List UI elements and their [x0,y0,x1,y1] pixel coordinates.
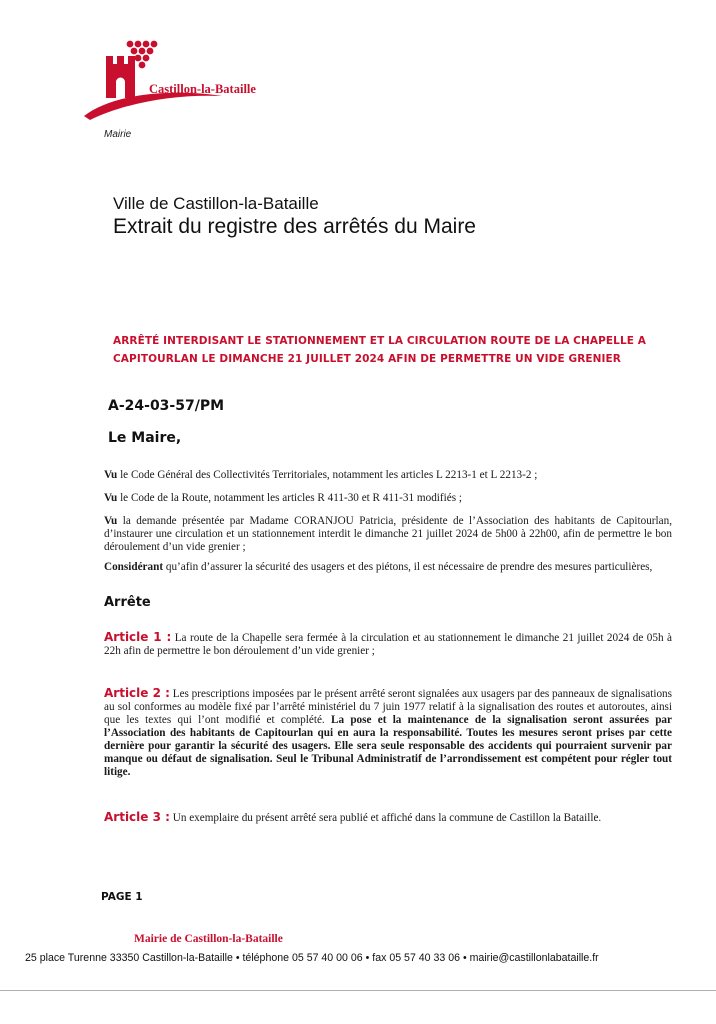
vu-lead: Vu [104,515,118,527]
logo-town-name: Castillon-la-Bataille [149,82,256,96]
article-1 [104,631,672,658]
considerant-lead: Considérant [104,561,164,573]
ville-heading: Ville de Castillon-la-Bataille [113,194,319,213]
considerant-paragraph [104,561,672,574]
vu-text: la demande présentée par Madame CORANJOU Patricia, présidente de l’Association des habitants de Capitourlan, d’instaurer une circulation et un stationnement interdit le dimanche 21 juillet 2024 de 5h00 à 22h00, afin de permettre le bon déroulement d’un vide grenier ; [104,515,672,553]
registre-heading: Extrait du registre des arrêtés du Maire [113,215,476,238]
vu-cgct-paragraph [104,469,672,482]
logo-subtitle: Mairie [104,129,132,140]
vu-lead: Vu [104,469,118,481]
article-2 [104,687,672,779]
vu-text: le Code Général des Collectivités Territoriales, notamment les articles L 2213-1 et L 2213-2 ; [117,469,538,481]
bottom-divider [0,990,716,991]
article-1-label: Article 1 : [104,630,172,644]
vu-text: le Code de la Route, notamment les articles R 411-30 et R 411-31 modifiés ; [117,492,462,504]
arrete-title: ARRÊTÉ INTERDISANT LE STATIONNEMENT ET LA CIRCULATION ROUTE DE LA CHAPELLE A CAPITOURLAN LE DIMANCHE 21 JUILLET 2024 AFIN DE PERMETTRE UN VIDE GRENIER [113,335,646,365]
considerant-text: qu’afin d’assurer la sécurité des usagers et des piétons, il est nécessaire de prendre des mesures particulières, [163,561,653,573]
vu-code-route-paragraph [104,492,672,505]
article-3-label: Article 3 : [104,810,170,824]
article-2-text: Les prescriptions imposées par le présent arrêté seront signalées aux usagers par des panneaux de signalisations au sol conformes au modèle fixé par l’arrêté ministériel du 7 juin 1977 relatif à la signalisation des routes et autoroutes, ainsi que les textes qui l’ont modifié et complété. [104,688,672,726]
arrete-reference: A-24-03-57/PM [108,398,225,414]
article-3-text: Un exemplaire du présent arrêté sera publié et affiché dans la commune de Castillon la Bataille. [169,812,602,824]
article-1-text: La route de la Chapelle sera fermée à la circulation et au stationnement le dimanche 21 juillet 2024 de 05h à 22h afin de permettre le bon déroulement d’un vide grenier ; [104,632,672,657]
page-number: PAGE 1 [101,891,143,903]
footer-address: 25 place Turenne 33350 Castillon-la-Bataille • téléphone 05 57 40 00 06 • fax 05 57 40 33 06 • mairie@castillonlabataille.fr [25,952,599,964]
footer-title: Mairie de Castillon-la-Bataille [134,933,283,945]
arrete-heading: Arrête [104,595,151,610]
vu-lead: Vu [104,492,118,504]
article-2-bold-text: La pose et la maintenance de la signalisation seront assurées par l’Association des habitants de Capitourlan qui en aura la responsabilité. Toutes les mesures seront prises par cette dernière pour garantir la sécurité des usagers. Elle sera seule responsable des accidents qui pourraient survenir par manque ou défaut de signalisation. Seul le Tribunal Administratif de l’arrondissement est compétent pour régler tout litige. [104,714,672,778]
castle-tower-icon [106,56,135,98]
article-3 [104,811,672,825]
article-2-label: Article 2 : [104,686,170,700]
le-maire-heading: Le Maire, [108,430,182,446]
vu-demande-paragraph [104,515,672,554]
